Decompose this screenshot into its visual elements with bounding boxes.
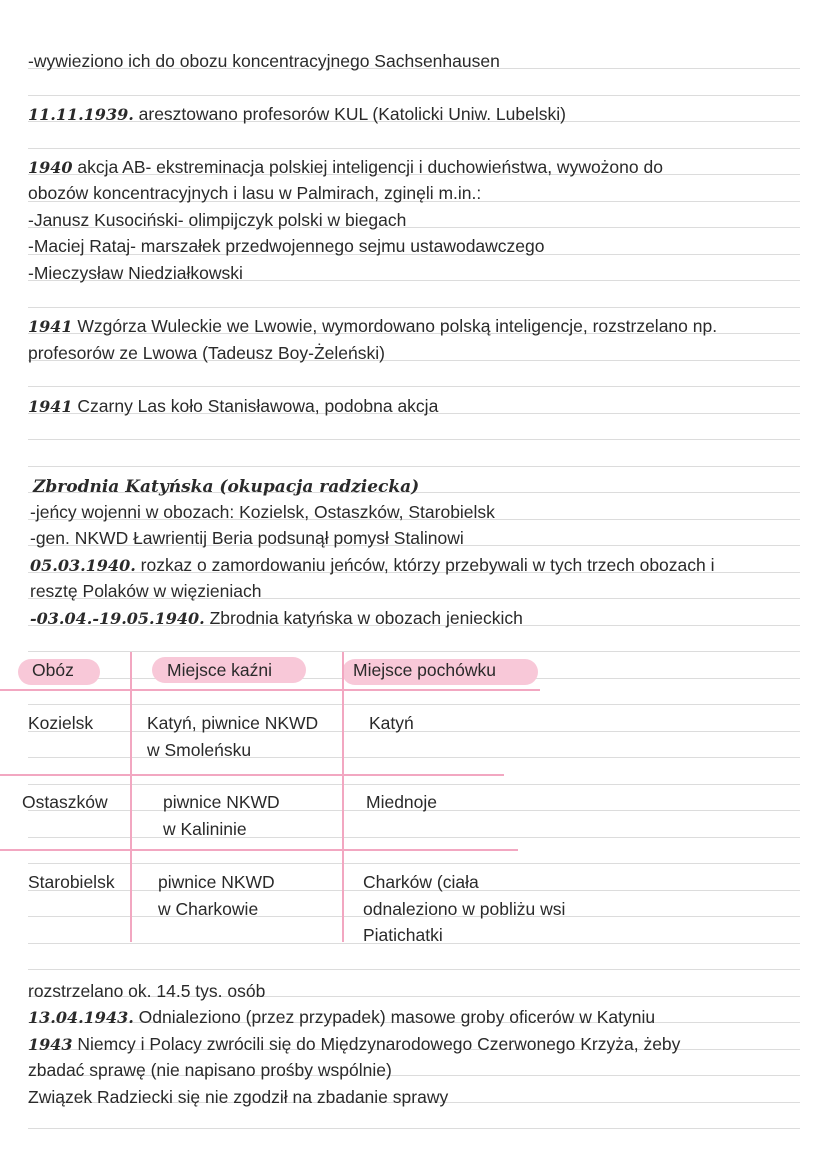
line-text: -jeńcy wojenni w obozach: Kozielsk, Ostaszków, Starobielsk [30,502,495,522]
table-divider [0,689,540,691]
table-cell: w Smoleńsku [147,739,252,760]
rule-line [28,386,800,387]
note-line [28,315,717,338]
note-line [30,554,715,577]
table-header: Miejsce pochówku [353,660,496,680]
note-line [28,262,243,284]
table-cell: piwnice NKWD [163,792,280,812]
rule-line [28,757,800,758]
table-cell: Katyń, piwnice NKWD [147,713,319,733]
rule-line [28,704,800,705]
line-text: profesorów ze Lwowa (Tadeusz Boy-Żeleński) [28,343,385,363]
note-line [28,1059,392,1081]
table-cell: Piatichatki [363,925,443,945]
table-header: Miejsce kaźni [167,660,273,680]
note-line [28,395,438,418]
line-text: Niemcy i Polacy zwrócili się do Międzynarodowego Czerwonego Krzyża, żeby [72,1034,681,1054]
line-text: -Janusz Kusociński- olimpijczyk polski w biegach [28,210,407,230]
table-cell: w Kalininie [163,818,247,839]
line-text: Czarny Las koło Stanisławowa, podobna akcja [72,396,439,416]
line-text: rozkaz o zamordowaniu jeńców, którzy przebywali w tych trzech obozach i [135,555,715,575]
note-line [28,50,500,72]
note-line [28,156,663,179]
rule-line [28,837,800,838]
table-cell: Ostaszków [22,792,108,812]
table-divider [0,774,504,776]
note-line [28,1033,680,1056]
rule-line [28,969,800,970]
line-text: akcja AB- ekstreminacja polskiej inteligencji i duchowieństwa, wywożono do [72,157,663,177]
rule-line [28,1128,800,1129]
rule-line [28,95,800,96]
note-line [28,1006,655,1029]
rule-line [28,466,800,467]
line-text: obozów koncentracyjnych i lasu w Palmirach, zginęli m.in.: [28,183,482,203]
date: 1941 [28,397,73,416]
table-cell: w Charkowie [158,898,259,919]
note-line [28,103,566,126]
line-text: Zbrodnia katyńska w obozach jenieckich [204,608,523,628]
section-heading: Zbrodnia Katyńska (okupacja radziecka) [33,477,420,497]
table-header: Obóz [32,660,74,680]
table-cell: Miednoje [366,792,438,812]
table-cell: Katyń [369,713,414,733]
note-line [28,1086,448,1108]
date: 1941 [28,317,73,336]
line-text: zbadać sprawę (nie napisano prośby wspólnie) [28,1060,392,1080]
line-text: Związek Radziecki się nie zgodził na zbadanie sprawy [28,1087,449,1107]
rule-line [28,651,800,652]
date: 11.11.1939. [28,105,134,124]
note-line [30,501,495,523]
table-cell: piwnice NKWD [158,872,275,892]
table-divider [342,652,344,942]
note-line [30,527,464,549]
rule-line [28,307,800,308]
rule-line [28,439,800,440]
line-text: resztę Polaków w więzieniach [30,581,262,601]
table-divider [0,849,518,851]
note-line [28,209,406,231]
note-line [28,980,265,1002]
note-line [30,607,523,630]
line-text: -gen. NKWD Ławrientij Beria podsunął pomysł Stalinowi [30,528,464,548]
note-line [28,182,481,204]
table-cell: Kozielsk [28,713,94,733]
note-line [28,342,385,364]
line-text: -wywieziono ich do obozu koncentracyjnego Sachsenhausen [28,51,500,71]
line-text: aresztowano profesorów KUL (Katolicki Uniw. Lubelski) [133,104,566,124]
date: 13.04.1943. [28,1008,134,1027]
date: 1940 [28,158,73,177]
rule-line [28,731,800,732]
line-text: Wzgórza Wuleckie we Lwowie, wymordowano polską inteligencje, rozstrzelano np. [72,316,718,336]
table-divider [130,652,132,942]
table-cell: Charków (ciała [363,872,479,892]
date: -03.04.-19.05.1940. [30,609,205,628]
note-line [28,235,545,257]
table-cell: odnaleziono w pobliżu wsi [363,898,566,919]
line-text: rozstrzelano ok. 14.5 tys. osób [28,981,266,1001]
rule-line [28,863,800,864]
rule-line [28,148,800,149]
date: 1943 [28,1035,73,1054]
rule-line [28,784,800,785]
date: 05.03.1940. [30,556,136,575]
line-text: -Maciej Rataj- marszałek przedwojennego sejmu ustawodawczego [28,236,545,256]
line-text: -Mieczysław Niedziałkowski [28,263,243,283]
note-line [30,580,262,602]
table-cell: Starobielsk [28,872,115,892]
line-text: Odnialeziono (przez przypadek) masowe groby oficerów w Katyniu [133,1007,656,1027]
